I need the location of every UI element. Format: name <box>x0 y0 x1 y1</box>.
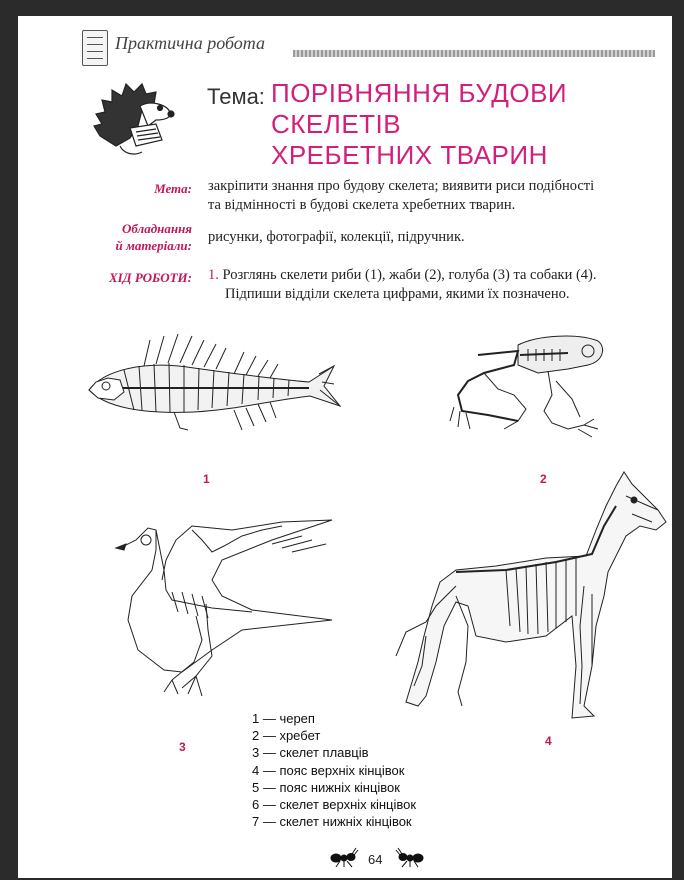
legend-item: 1 — череп <box>252 711 315 726</box>
equipment-label-line: й матеріали: <box>115 238 192 253</box>
topic-line: СКЕЛЕТІВ <box>271 109 402 139</box>
dog-skeleton-illustration <box>396 466 668 736</box>
figure-number-frog: 2 <box>540 472 547 486</box>
goal-line: та відмінності в будові скелета хребетних тварин. <box>208 197 516 213</box>
procedure-step <box>208 266 597 304</box>
legend-item: 4 — пояс верхніх кінцівок <box>252 762 405 778</box>
figure-number-dog: 4 <box>545 734 552 748</box>
legend-item: 5 — пояс нижніх кінцівок <box>252 779 400 795</box>
equipment-label-line: Обладнання <box>121 221 192 236</box>
page-number: 64 <box>368 852 383 867</box>
figure-number-pigeon: 3 <box>179 740 186 754</box>
equipment-text: рисунки, фотографії, колекції, підручник. <box>208 229 465 245</box>
topic-line: ХРЕБЕТНИХ ТВАРИН <box>271 140 548 170</box>
pigeon-skeleton-illustration <box>112 500 342 700</box>
hedgehog-reading-icon <box>90 76 180 160</box>
frog-skeleton-illustration <box>448 325 608 455</box>
legend-item: 3 — скелет плавців <box>252 745 369 761</box>
legend-item: 7 — скелет нижніх кінцівок <box>252 814 412 830</box>
header-title: Практична робота <box>115 33 265 53</box>
ant-right-icon <box>396 846 424 868</box>
topic-title <box>271 78 567 171</box>
goal-text <box>208 177 594 215</box>
ant-left-icon <box>330 846 358 868</box>
topic-line: ПОРІВНЯННЯ БУДОВИ <box>271 78 568 108</box>
goal-line: закріпити знання про будову скелета; виявити риси подібності <box>208 178 595 194</box>
skeleton-parts-legend <box>252 710 416 830</box>
step-number: 1. <box>208 267 219 283</box>
equipment-label <box>90 220 192 254</box>
goal-label: Мета: <box>154 181 192 196</box>
legend-item: 2 — хребет <box>252 728 321 744</box>
header-divider <box>293 50 655 57</box>
legend-item: 6 — скелет верхніх кінцівок <box>252 797 417 813</box>
procedure-label: ХІД РОБОТИ: <box>108 270 192 285</box>
step-line: Розглянь скелети риби (1), жаби (2), голуба (3) та собаки (4). <box>222 267 597 283</box>
worksheet-icon <box>82 30 108 66</box>
fish-skeleton-illustration <box>84 330 344 435</box>
step-line: Підпиши відділи скелета цифрами, якими їх позначено. <box>225 286 570 302</box>
topic-label: Тема: <box>207 84 265 109</box>
figure-number-fish: 1 <box>203 472 210 486</box>
